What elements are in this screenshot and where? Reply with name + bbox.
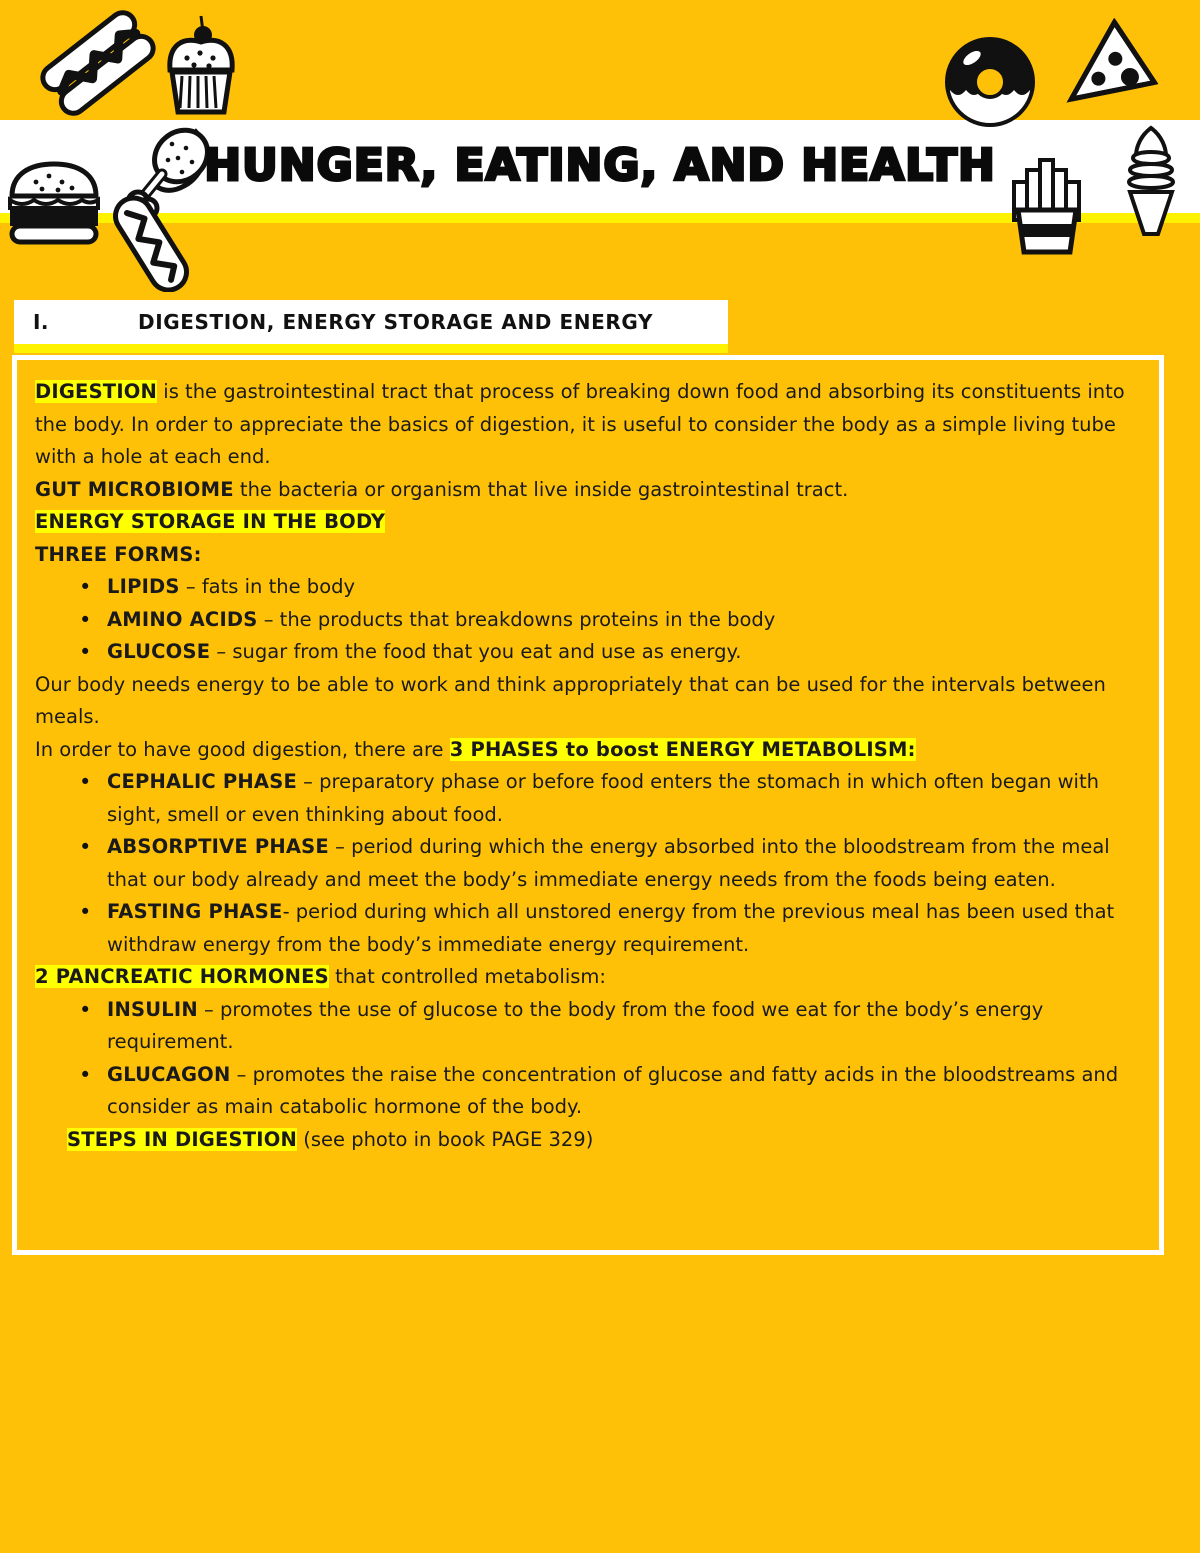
energy-need-paragraph: Our body needs energy to be able to work and think appropriately that can be used for the intervals between meals. bbox=[35, 672, 1106, 728]
list-item-desc: – the products that breakdowns proteins in the body bbox=[257, 607, 776, 631]
energy-storage-heading bbox=[35, 506, 1141, 539]
three-forms-list bbox=[35, 571, 1141, 669]
hotdog-icon bbox=[29, 0, 167, 128]
section-heading bbox=[14, 300, 728, 344]
three-forms-label bbox=[35, 539, 1141, 572]
page-banner bbox=[0, 0, 1200, 292]
list-item-term: AMINO ACIDS bbox=[107, 607, 258, 631]
hormones-highlight-text: 2 PANCREATIC HORMONES bbox=[35, 965, 329, 988]
digestion-definition: is the gastrointestinal tract that process of breaking down food and absorbing its constituents into the body. In order to appreciate the basics of digestion, it is useful to consider the body as a simple living tube with a hole at each end. bbox=[35, 380, 1125, 468]
list-item-desc: – promotes the use of glucose to the body from the food we eat for the body’s energy requirement. bbox=[107, 997, 1044, 1053]
list-item bbox=[107, 896, 1141, 961]
phases-intro-text: In order to have good digestion, there are bbox=[35, 737, 450, 761]
gut-microbiome-term: GUT MICROBIOME bbox=[35, 477, 234, 501]
list-item-desc: – fats in the body bbox=[179, 575, 356, 598]
section-underline bbox=[14, 344, 728, 353]
list-item-term: FASTING PHASE bbox=[107, 900, 283, 923]
list-item bbox=[107, 1059, 1141, 1124]
list-item-desc: – period during which the energy absorbed into the bloodstream from the meal that our body already and meet the body’s immediate energy needs from the foods being eaten. bbox=[107, 835, 1110, 891]
list-item bbox=[107, 636, 1141, 669]
gut-microbiome-definition: the bacteria or organism that live inside gastrointestinal tract. bbox=[233, 477, 849, 501]
gut-microbiome-paragraph bbox=[35, 474, 1141, 507]
section-number: I. bbox=[32, 310, 50, 334]
list-item-term: CEPHALIC PHASE bbox=[107, 770, 297, 793]
steps-highlight-text: STEPS IN DIGESTION bbox=[67, 1127, 298, 1151]
cupcake-icon bbox=[160, 12, 242, 122]
phases-highlight-text: 3 PHASES to boost ENERGY METABOLISM: bbox=[449, 737, 916, 761]
steps-note-text: (see photo in book PAGE 329) bbox=[297, 1127, 594, 1151]
list-item-desc: – promotes the raise the concentration of glucose and fatty acids in the bloodstreams and consider as main catabolic hormone of the body. bbox=[107, 1062, 1119, 1118]
list-item-term: GLUCAGON bbox=[107, 1062, 231, 1086]
list-item-desc: – preparatory phase or before food enters the stomach in which often began with sight, smell or even thinking about food. bbox=[107, 770, 1099, 826]
three-forms-label-text: THREE FORMS: bbox=[35, 542, 202, 566]
list-item bbox=[107, 604, 1141, 637]
page-title: HUNGER, EATING, AND HEALTH bbox=[204, 140, 996, 191]
hormones-list bbox=[35, 994, 1141, 1124]
list-item bbox=[107, 994, 1141, 1059]
list-item-desc: – sugar from the food that you eat and use as energy. bbox=[210, 640, 742, 663]
list-item bbox=[107, 831, 1141, 896]
energy-storage-heading-text: ENERGY STORAGE IN THE BODY bbox=[35, 510, 386, 533]
steps-in-digestion-paragraph bbox=[35, 1124, 1141, 1157]
list-item-term: INSULIN bbox=[107, 997, 198, 1021]
phases-list bbox=[35, 766, 1141, 961]
phases-intro-paragraph bbox=[35, 734, 1141, 767]
list-item-term: ABSORPTIVE PHASE bbox=[107, 835, 329, 858]
list-item-term: LIPIDS bbox=[107, 575, 180, 598]
hormones-intro-paragraph bbox=[35, 961, 1141, 994]
digestion-term: DIGESTION bbox=[35, 380, 158, 403]
donut-icon bbox=[944, 36, 1036, 128]
section-heading-block bbox=[14, 300, 728, 353]
digestion-paragraph bbox=[35, 376, 1141, 474]
list-item bbox=[107, 571, 1141, 604]
list-item-desc: - period during which all unstored energy from the previous meal has been used that withdraw energy from the body’s immediate energy requirement. bbox=[107, 900, 1115, 956]
pizza-icon bbox=[1052, 11, 1167, 124]
list-item bbox=[107, 766, 1141, 831]
notes-content-box bbox=[12, 355, 1164, 1255]
list-item-term: GLUCOSE bbox=[107, 640, 211, 663]
section-title: DIGESTION, ENERGY STORAGE AND ENERGY bbox=[138, 310, 654, 334]
hormones-intro-text: that controlled metabolism: bbox=[328, 965, 606, 988]
